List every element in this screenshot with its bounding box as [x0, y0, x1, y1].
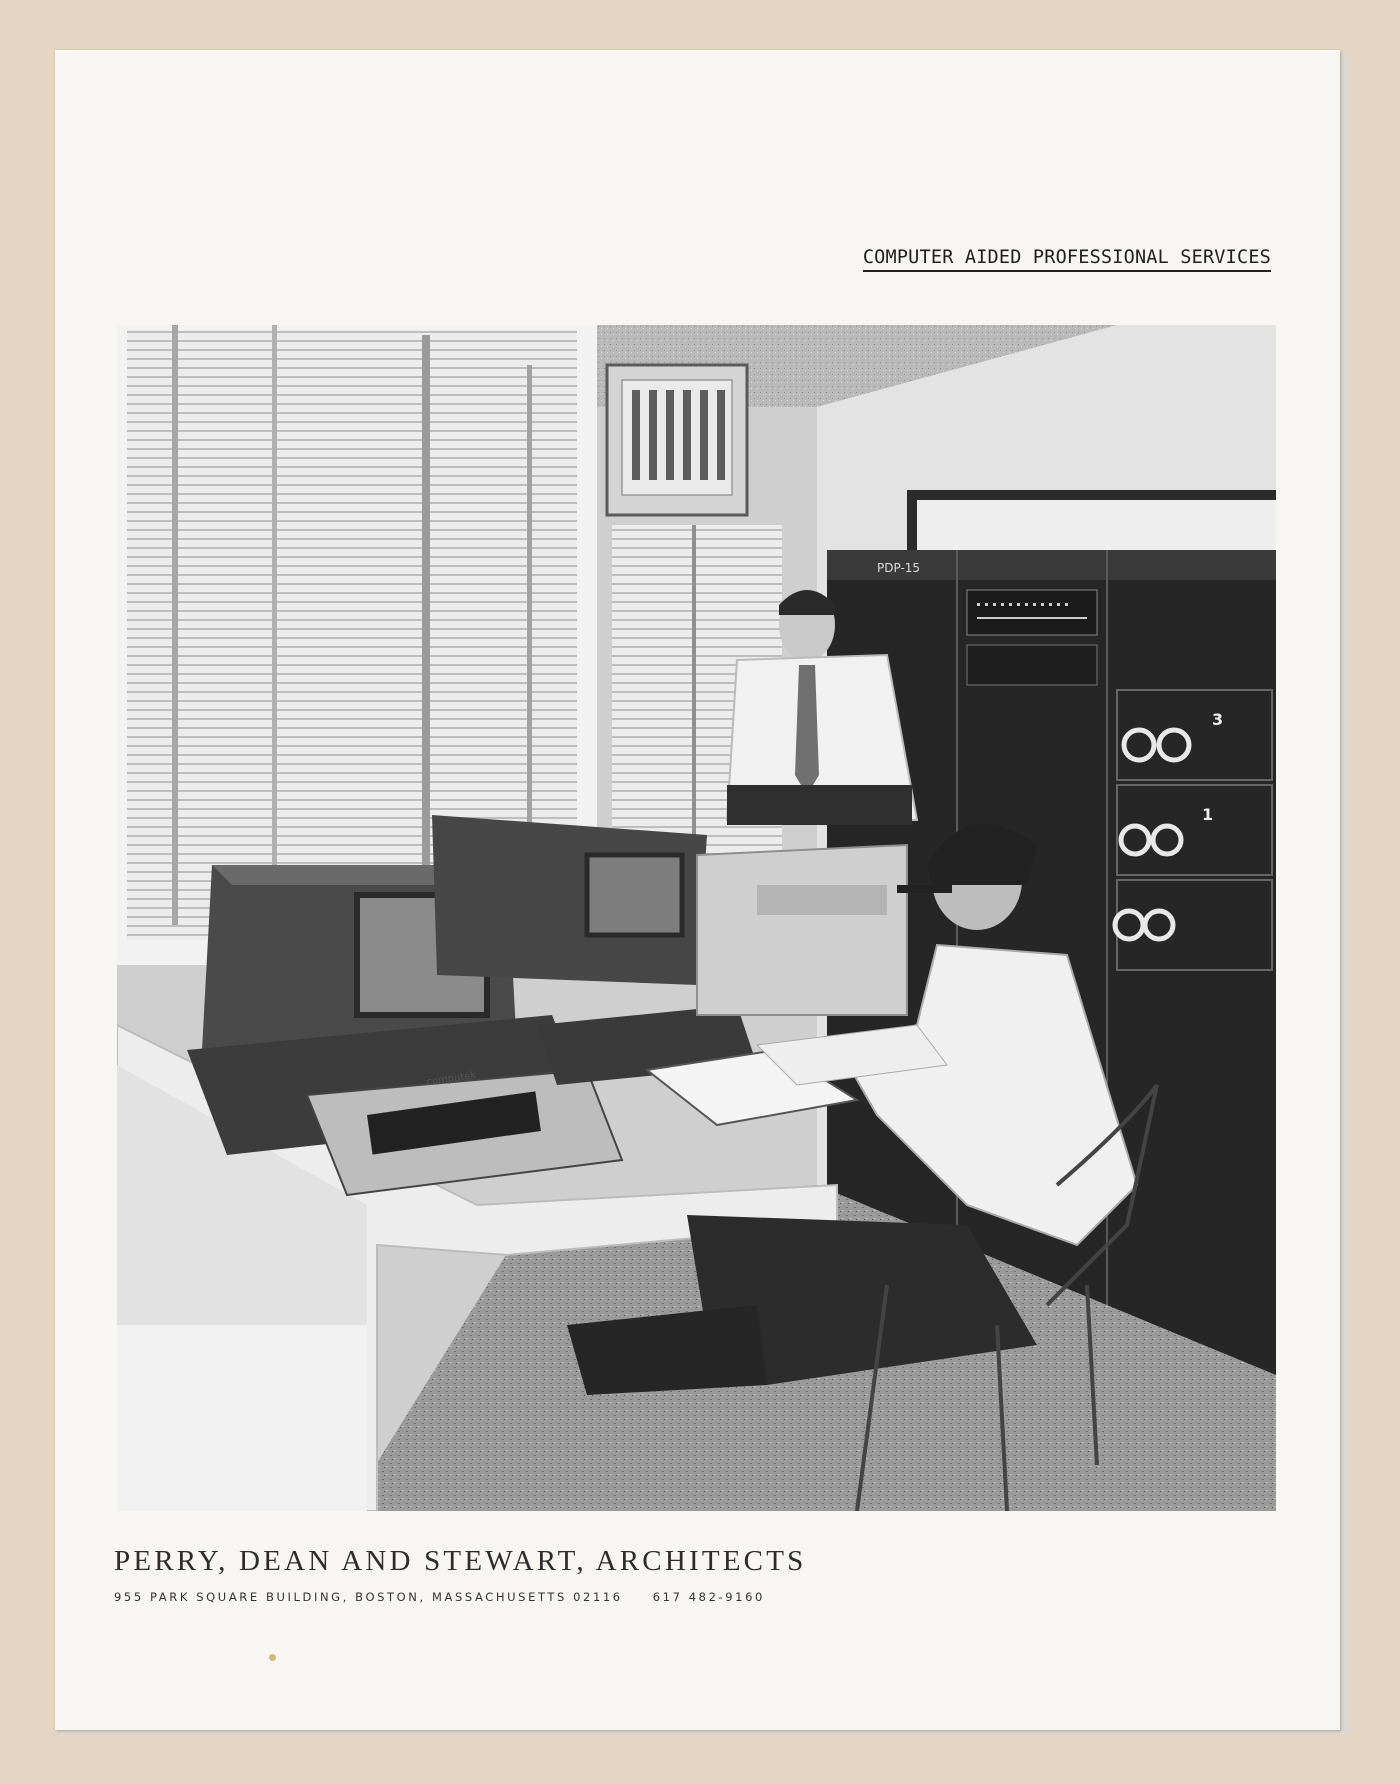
firm-phone: 617 482-9160 [652, 1590, 765, 1604]
printer [697, 845, 907, 1015]
tape-drive-number-b: 1 [1202, 805, 1214, 824]
paper-spot [269, 1654, 276, 1661]
tape-drive-number-a: 3 [1212, 710, 1224, 729]
firm-contact [114, 1590, 765, 1604]
firm-name: PERRY, DEAN AND STEWART, ARCHITECTS [114, 1545, 807, 1577]
firm-address: 955 PARK SQUARE BUILDING, BOSTON, MASSACHUSETTS 02116 [114, 1590, 623, 1604]
console-panel [967, 590, 1097, 635]
office-computer-photo [117, 325, 1276, 1511]
pdp-badge: PDP-15 [877, 561, 921, 575]
section-heading: COMPUTER AIDED PROFESSIONAL SERVICES [863, 247, 1271, 272]
terminal-brand-left: computek [425, 1070, 477, 1088]
